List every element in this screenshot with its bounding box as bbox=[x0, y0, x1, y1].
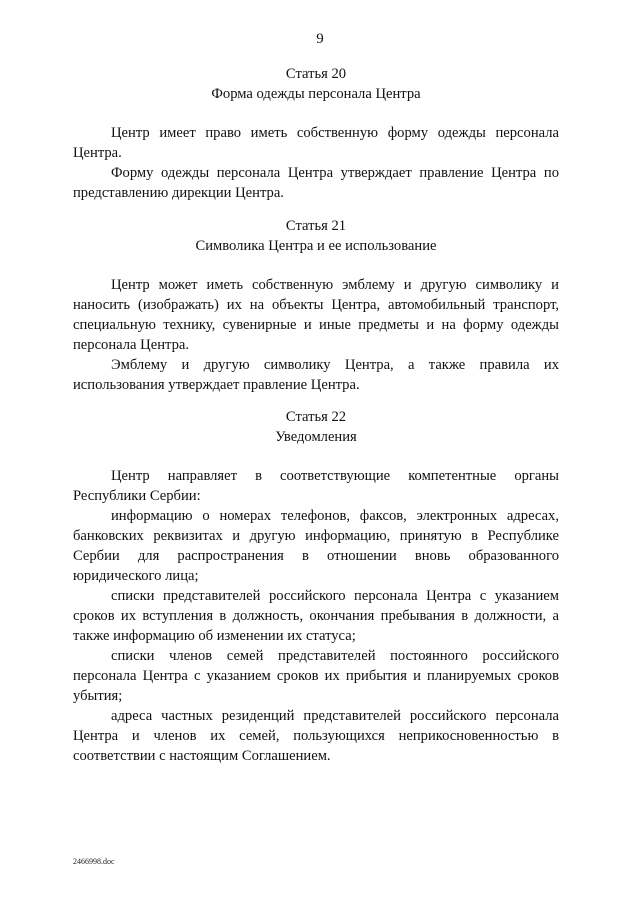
paragraph: адреса частных резиденций представителей российского персонала Центра и членов их семей, пользующихся неприкосновенностью в соответствии с настоящим Соглашением. bbox=[73, 708, 559, 764]
article-title: Уведомления bbox=[275, 429, 357, 445]
paragraph: Центр может иметь собственную эмблему и другую символику и наносить (изображать) их на объекты Центра, автомобильный транспорт, специальную технику, сувенирные и иные предметы и на форму одежды персонала Центра. bbox=[73, 277, 559, 353]
paragraph: Форму одежды персонала Центра утверждает правление Центра по представлению дирекции Центра. bbox=[73, 165, 559, 201]
paragraph: информацию о номерах телефонов, факсов, электронных адресах, банковских реквизитах и другую информацию, принятую в Республике Сербии для распространения в отношении вновь образованного юридического лица; bbox=[73, 508, 559, 584]
article-title: Символика Центра и ее использование bbox=[195, 238, 437, 254]
article-number: Статья 21 bbox=[285, 218, 347, 234]
article-20 bbox=[73, 64, 559, 203]
paragraph: Эмблему и другую символику Центра, а также правила их использования утверждает правление Центра. bbox=[73, 357, 559, 393]
file-name-footer: 2466998.doc bbox=[73, 857, 115, 866]
page-number: 9 bbox=[316, 31, 324, 47]
article-22 bbox=[73, 407, 559, 766]
paragraph: списки членов семей представителей постоянного российского персонала Центра с указанием сроков их прибытия и планируемых сроков убытия; bbox=[73, 648, 559, 704]
article-21 bbox=[73, 216, 559, 395]
article-number: Статья 22 bbox=[285, 409, 347, 425]
article-title: Форма одежды персонала Центра bbox=[211, 86, 421, 102]
paragraph: списки представителей российского персонала Центра с указанием сроков их вступления в должность, окончания пребывания в должности, а также информацию об изменении их статуса; bbox=[73, 588, 559, 644]
paragraph: Центр направляет в соответствующие компетентные органы Республики Сербии: bbox=[73, 468, 559, 504]
paragraph: Центр имеет право иметь собственную форму одежды персонала Центра. bbox=[73, 125, 559, 161]
article-number: Статья 20 bbox=[285, 66, 347, 82]
